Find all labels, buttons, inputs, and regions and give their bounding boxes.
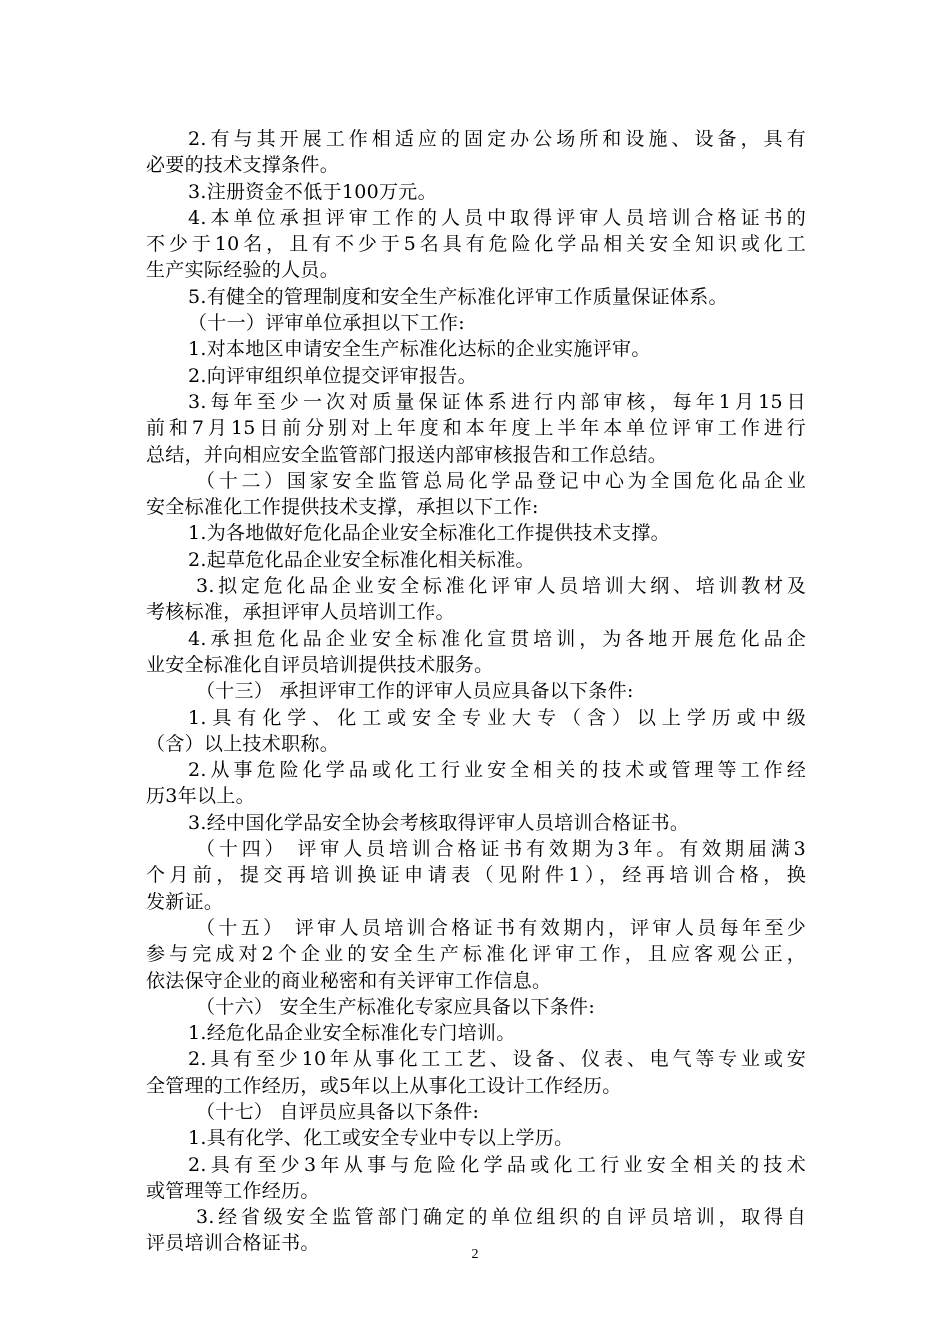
text-line: 4.承担危化品企业安全标准化宣贯培训，为各地开展危化品企 [188, 627, 806, 650]
text-line: 1.对本地区申请安全生产标准化达标的企业实施评审。 [188, 338, 651, 361]
text-line: 业安全标准化自评员培训提供技术服务。 [146, 653, 494, 676]
text-line: 3.经中国化学品安全协会考核取得评审人员培训合格证书。 [188, 811, 690, 834]
text-line: 前和7月15日前分别对上年度和本年度上半年本单位评审工作进行 [146, 417, 806, 440]
text-line: 1.具有化学、化工或安全专业大专（含）以上学历或中级 [188, 706, 806, 729]
text-line: 生产实际经验的人员。 [146, 259, 340, 282]
text-line: 3.注册资金不低于100万元。 [188, 180, 437, 203]
text-line: 2.具有至少10年从事化工工艺、设备、仪表、电气等专业或安 [188, 1048, 806, 1071]
text-line: 2.从事危险化学品或化工行业安全相关的技术或管理等工作经 [188, 759, 806, 782]
text-line: （十三） 承担评审工作的评审人员应具备以下条件: [196, 680, 634, 703]
text-line: 必要的技术支撑条件。 [146, 154, 340, 177]
text-line: 3.拟定危化品企业安全标准化评审人员培训大纲、培训教材及 [196, 575, 806, 598]
text-line: （十二）国家安全监管总局化学品登记中心为全国危化品企业 [196, 469, 806, 492]
document-body [146, 126, 806, 1257]
text-line: 5.有健全的管理制度和安全生产标准化评审工作质量保证体系。 [188, 285, 728, 308]
text-line: 参与完成对2个企业的安全生产标准化评审工作，且应客观公正， [146, 943, 806, 966]
text-line: 总结，并向相应安全监管部门报送内部审核报告和工作总结。 [146, 443, 668, 466]
text-line: 2.有与其开展工作相适应的固定办公场所和设施、设备，具有 [188, 128, 806, 150]
text-line: 个月前，提交再培训换证申请表（见附件1），经再培训合格，换 [146, 864, 806, 887]
text-line: （十五） 评审人员培训合格证书有效期内，评审人员每年至少 [196, 916, 806, 939]
text-line: （十六） 安全生产标准化专家应具备以下条件: [196, 995, 596, 1018]
text-line: 2.向评审组织单位提交评审报告。 [188, 364, 477, 387]
text-line: 历3年以上。 [146, 785, 255, 808]
text-line: 2.起草危化品企业安全标准化相关标准。 [188, 548, 535, 571]
text-line: 1.具有化学、化工或安全专业中专以上学历。 [188, 1127, 574, 1150]
text-line: 2.具有至少3年从事与危险化学品或化工行业安全相关的技术 [188, 1153, 806, 1176]
page-number: 2 [471, 1247, 479, 1262]
text-line: 评员培训合格证书。 [146, 1232, 320, 1255]
text-line: 全管理的工作经历，或5年以上从事化工设计工作经历。 [146, 1074, 622, 1097]
text-line: （含）以上技术职称。 [146, 732, 340, 755]
text-line: 3.每年至少一次对质量保证体系进行内部审核，每年1月15日 [188, 390, 806, 413]
text-line: 4.本单位承担评审工作的人员中取得评审人员培训合格证书的 [188, 206, 806, 229]
text-line: 或管理等工作经历。 [146, 1179, 320, 1202]
text-line: 3.经省级安全监管部门确定的单位组织的自评员培训，取得自 [196, 1206, 806, 1229]
text-line: 不少于10名，且有不少于5名具有危险化学品相关安全知识或化工 [146, 233, 806, 256]
text-line: 安全标准化工作提供技术支撑，承担以下工作: [146, 496, 539, 519]
text-line: （十七） 自评员应具备以下条件: [196, 1100, 480, 1123]
text-line: （十四） 评审人员培训合格证书有效期为3年。有效期届满3 [196, 838, 806, 861]
text-line: 考核标准，承担评审人员培训工作。 [146, 601, 455, 624]
text-line: 1.经危化品企业安全标准化专门培训。 [188, 1022, 516, 1045]
text-line: （十一）评审单位承担以下工作: [188, 312, 465, 335]
text-line: 发新证。 [146, 890, 224, 913]
text-line: 依法保守企业的商业秘密和有关评审工作信息。 [146, 969, 552, 992]
text-line: 1.为各地做好危化品企业安全标准化工作提供技术支撑。 [188, 522, 670, 545]
